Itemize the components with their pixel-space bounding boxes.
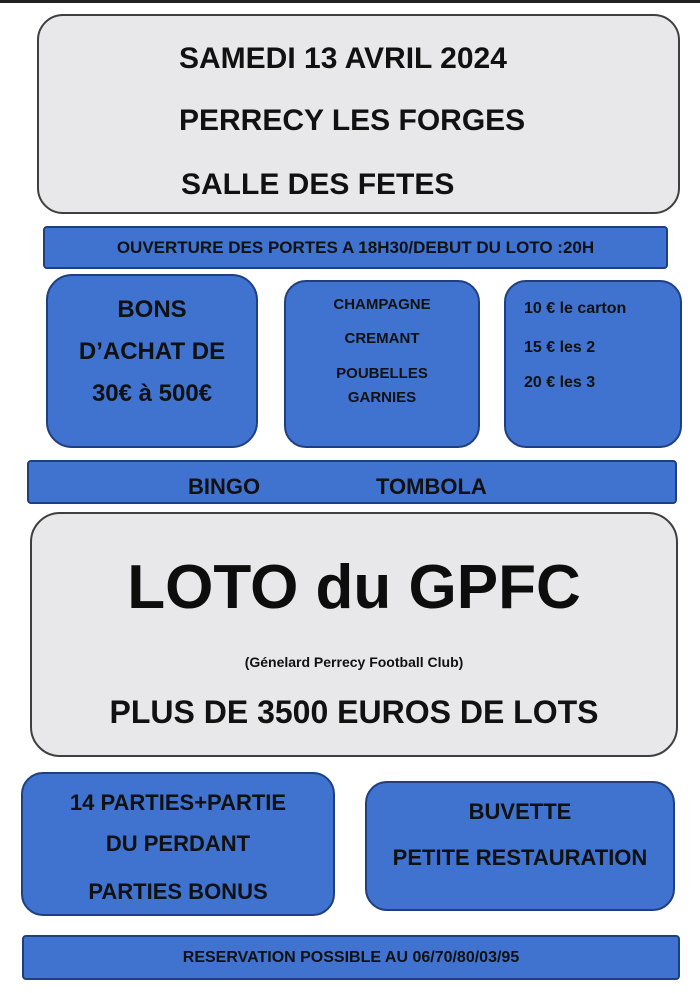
parties-box [21, 772, 335, 916]
event-town: PERRECY LES FORGES [179, 104, 526, 137]
buvette-line2: PETITE RESTAURATION [392, 845, 648, 870]
tombola-label: TOMBOLA [376, 474, 487, 499]
games-bar [27, 460, 677, 504]
prize-garnies: GARNIES [347, 389, 417, 406]
top-rule [0, 0, 700, 3]
vouchers-line3: 30€ à 500€ [91, 380, 213, 407]
prices-box [504, 280, 682, 448]
prize-poubelles: POUBELLES [336, 365, 428, 382]
price-3-cards: 20 € les 3 [524, 374, 596, 391]
event-venue: SALLE DES FETES [181, 168, 455, 201]
reservation-text: RESERVATION POSSIBLE AU 06/70/80/03/95 [182, 948, 520, 966]
bingo-label: BINGO [188, 474, 261, 499]
opening-text: OUVERTURE DES PORTES A 18H30/DEBUT DU LOTO :20H [116, 237, 595, 257]
parties-line1: 14 PARTIES+PARTIE [69, 790, 287, 815]
parties-line3: PARTIES BONUS [88, 879, 268, 904]
buvette-line1: BUVETTE [468, 799, 572, 824]
vouchers-line2: D’ACHAT DE [78, 338, 226, 365]
parties-line2: DU PERDANT [105, 831, 251, 856]
header-box [37, 14, 680, 214]
price-2-cards: 15 € les 2 [524, 339, 596, 356]
prize-champagne: CHAMPAGNE [333, 296, 431, 313]
buvette-box [365, 781, 675, 911]
prize-cremant: CREMANT [344, 330, 420, 347]
reservation-bar [22, 935, 680, 980]
vouchers-box [46, 274, 258, 448]
vouchers-line1: BONS [117, 296, 187, 323]
price-1-card: 10 € le carton [524, 300, 627, 317]
prize-total: PLUS DE 3500 EUROS DE LOTS [109, 694, 599, 730]
main-box [30, 512, 678, 757]
event-title: LOTO du GPFC [127, 553, 581, 622]
event-date: SAMEDI 13 AVRIL 2024 [179, 42, 507, 75]
prizes-box [284, 280, 480, 448]
club-name: (Génelard Perrecy Football Club) [244, 654, 464, 670]
opening-bar [43, 226, 668, 269]
